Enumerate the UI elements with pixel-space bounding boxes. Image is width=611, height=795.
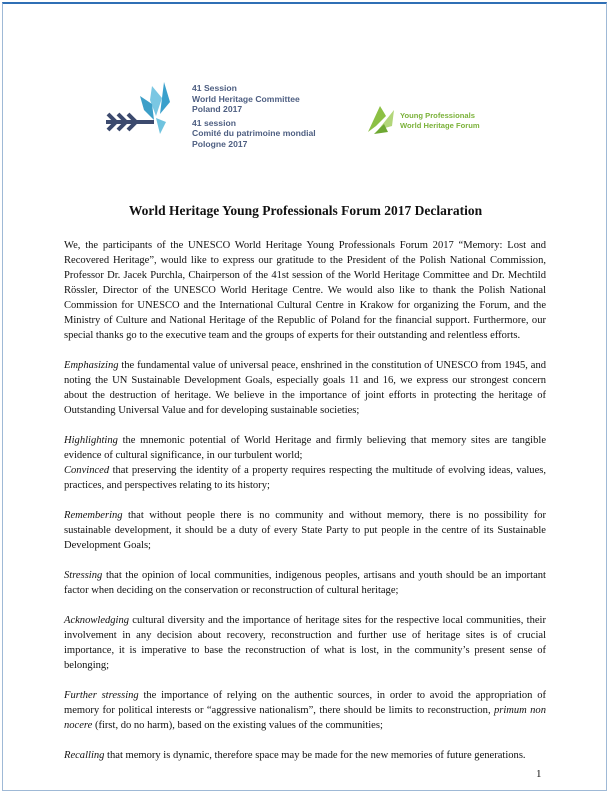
clause-text: that preserving the identity of a property requires respecting the multitude of evolving ideas, values, practices, and perspectives relating to its history;	[64, 465, 546, 491]
intro-paragraph: We, the participants of the UNESCO World Heritage Young Professionals Forum 2017 “Memory: Lost and Recovered Heritage”, would like to express our gratitude to the President of the Polish National Commission, Professor Dr. Jacek Purchla, Chairperson of the 41st session of the World Heritage Committee and Dr. Mechtild Rössler, Director of the UNESCO World Heritage Centre. We would also like to thank the Polish National Commission for UNESCO and the International Cultural Centre in Krakow for organizing the Forum, and the Ministry of Culture and National Heritage of the Republic of Poland for the financial support. Furthermore, our special thanks go to the executive team and the groups of experts for their outstanding and relentless efforts.	[64, 240, 546, 341]
clause-remembering	[64, 508, 546, 553]
committee-logo-text	[192, 83, 316, 150]
clause-stressing	[64, 568, 546, 598]
clause-lead: Recalling	[64, 750, 105, 761]
clause-text: that memory is dynamic, therefore space may be made for the new memories of future generations.	[104, 750, 526, 761]
committee-logo-line: Poland 2017	[192, 104, 243, 115]
world-heritage-committee-logo	[100, 78, 190, 148]
clause-text: the importance of relying on the authentic sources, in order to avoid the appropriation of memory for political interests or “aggressive nationalism”, there should be limits to reconstruction,	[64, 690, 546, 716]
clause-text: the mnemonic potential of World Heritage and firmly believing that memory sites are tangible evidence of cultural significance, in our turbulent world;	[64, 435, 546, 461]
declaration-body	[64, 238, 546, 778]
clause-lead: Acknowledging	[64, 615, 130, 626]
committee-logo-line: Pologne 2017	[192, 138, 248, 149]
clause-text: (first, do no harm), based on the existing values of the communities;	[92, 720, 383, 731]
committee-logo-line: 41 Session	[192, 83, 237, 93]
forum-logo-text	[400, 111, 480, 130]
clause-further-stressing	[64, 688, 546, 733]
clause-lead: Stressing	[64, 570, 103, 581]
clause-lead: Remembering	[64, 510, 123, 521]
committee-logo-line: 41 session	[192, 117, 236, 128]
committee-logo-line: World Heritage Committee	[192, 93, 300, 104]
page-number: 1	[536, 768, 542, 780]
document-title: World Heritage Young Professionals Forum 2017 Declaration	[128, 203, 483, 218]
committee-logo-line: Comité du patrimoine mondial	[192, 128, 316, 139]
forum-logo-line: World Heritage Forum	[400, 120, 480, 130]
clause-text: the fundamental value of universal peace, enshrined in the constitution of UNESCO from 1945, and noting the UN Sustainable Development Goals, especially goals 11 and 16, we express our strongest concern about the destruction of heritage. We believe in the importance of joint efforts in protecting the heritage of Outstanding Universal Value and for developing sustainable societies;	[64, 360, 546, 416]
clause-recalling	[64, 748, 546, 763]
clause-text: cultural diversity and the importance of heritage sites for the respective local communities, their involvement in any decision about recovery, reconstruction and further use of heritage sites is of crucial importance, it is imperative to base the reconstruction of what is lost, in the community’s present sense of belonging;	[64, 615, 546, 671]
clause-lead: Further stressing	[64, 690, 139, 701]
clause-lead: Convinced	[64, 465, 110, 476]
clause-text: that without people there is no community and without memory, there is no possibility for sustainable development, it should be a duty of every State Party to put people in the centre of its Sustainable Development Goals;	[64, 510, 546, 551]
clause-lead: Highlighting	[64, 435, 118, 446]
clause-highlighting	[64, 433, 546, 463]
clause-text: that the opinion of local communities, indigenous peoples, artisans and youth should be an important factor when deciding on the conservation or reconstruction of cultural heritage;	[64, 570, 546, 596]
latin-phrase: primum non nocere	[64, 705, 546, 731]
forum-logo-line: Young Professionals	[400, 111, 475, 120]
clause-convinced	[64, 463, 546, 493]
young-professionals-forum-logo	[364, 102, 398, 136]
clause-emphasizing	[64, 358, 546, 418]
clause-lead: Emphasizing	[64, 360, 119, 371]
clause-acknowledging	[64, 613, 546, 673]
